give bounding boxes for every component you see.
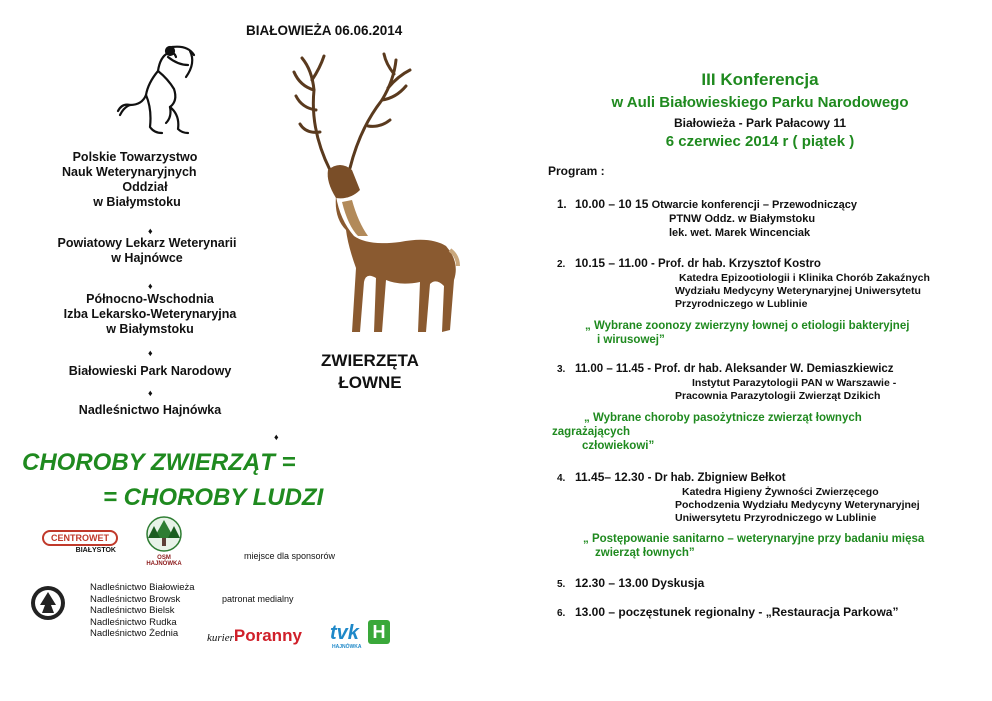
organizer-ptnw [40,150,230,210]
item-text: Otwarcie konferencji – Przewodniczący [651,199,858,211]
item-detail: PTNW Oddz. w Białymstoku [669,213,816,225]
org-line: w Białymstoku [106,322,194,336]
conference-address: Białowieża - Park Pałacowy 11 [673,116,847,130]
item-detail: Pochodzenia Wydziału Medycyny Weterynaryjnej [675,499,920,511]
lasy-panstwowe-logo [30,585,66,621]
item-text: Dyskusja [651,576,705,590]
slogan-line-2: = CHOROBY LUDZI [103,484,324,511]
conference-date: 6 czerwiec 2014 r ( piątek ) [665,133,855,150]
item-time: 10.15 – 11.00 [575,256,648,270]
org-line: Powiatowy Lekarz Weterynarii [57,236,237,250]
item-detail: lek. wet. Marek Wincenciak [669,227,811,239]
program-item-3 [557,362,977,403]
item-time: 11.00 – 11.45 [575,363,645,375]
program-item-5 [557,576,977,592]
item-detail: Wydziału Medycyny Weterynaryjnej Uniwersytetu [675,285,921,297]
sponsors-label: miejsce dla sponsorów [244,551,336,561]
topic-line: zagrażających [552,426,630,438]
forest-item: Nadleśnictwo Bielsk [90,605,175,616]
slogan-line-1: CHOROBY ZWIERZĄT = [22,449,296,476]
item-text: - Dr hab. Zbigniew Bełkot [647,472,786,484]
item-detail: Przyrodniczego w Lublinie [675,298,808,310]
item-time: 11.45– 12.30 [575,470,645,484]
item-detail: Uniwersytetu Przyrodniczego w Lublinie [675,512,877,524]
program-item-1 [557,197,977,240]
item-detail: Instytut Parazytologii PAN w Warszawie - [692,377,897,389]
diamond-icon: ♦ [148,388,153,398]
tree-icon [140,516,188,552]
centrowet-text: CENTROWET [42,530,118,546]
diamond-icon: ♦ [148,348,153,358]
tvk-sub: HAJNÓWKA [332,644,362,650]
kurier-poranny-logo [207,626,302,646]
media-label: patronat medialny [222,594,294,604]
item-number: 2. [557,259,566,270]
program-topic-3 [552,411,952,453]
tvk-text: tvk [330,622,359,644]
theme-line: ŁOWNE [338,373,402,392]
diamond-icon: ♦ [274,432,279,442]
organizer-izba [40,292,260,337]
theme-title [300,350,440,394]
item-time: 12.30 – 13.00 [575,576,649,590]
conference-venue: w Auli Białowieskiego Parku Narodowego [611,94,909,111]
forest-item: Nadleśnictwo Żednia [90,628,179,639]
item-number: 6. [557,608,566,619]
diamond-icon: ♦ [148,226,153,236]
header-date: BIAŁOWIEŻA 06.06.2014 [246,23,403,38]
program-item-4 [557,470,977,525]
osm-text: OSM HAJNÓWKA [146,555,182,567]
organizer-bpn: Białowieski Park Narodowy [68,364,232,378]
organizer-nadlesnictwo: Nadleśnictwo Hajnówka [78,403,222,417]
centrowet-sub: BIAŁYSTOK [75,547,116,554]
centrowet-logo [42,530,120,556]
program-topic-2 [585,319,975,347]
poranny-text: Poranny [233,626,302,645]
program-topic-4 [583,532,978,560]
item-number: 1. [557,199,567,211]
forest-item: Nadleśnictwo Browsk [90,593,181,605]
program-label: Program : [548,164,605,178]
org-line: Nauk Weterynaryjnych [62,165,197,179]
organizer-plw [42,236,252,266]
topic-line: człowiekowi” [582,440,655,452]
item-detail: Katedra Higieny Żywności Zwierzęcego [682,486,879,498]
org-line: Oddział [122,180,168,194]
item-text: 13.00 – poczęstunek regionalny - „Restauracja Parkowa” [575,605,899,619]
item-number: 3. [557,364,566,375]
topic-line: „ Wybrane choroby pasożytnicze zwierząt łownych [584,412,862,424]
item-text: - Prof. dr hab. Aleksander W. Demiaszkiewicz [647,363,894,375]
conference-title: III Konferencja [701,70,819,89]
item-time: 10.00 – 10 15 [575,197,649,211]
centaur-logo [110,43,210,138]
item-text: - Prof. dr hab. Krzysztof Kostro [650,258,821,270]
program-item-6 [557,605,977,621]
program-item-2 [557,256,977,311]
org-line: w Hajnówce [111,251,183,265]
deer-illustration [290,50,470,350]
org-line: Północno-Wschodnia [86,292,214,306]
forest-item: Nadleśnictwo Rudka [90,616,177,628]
theme-line: ZWIERZĘTA [321,351,419,370]
topic-line: „ Wybrane zoonozy zwierzyny łownej o etiologii bakteryjnej [585,320,910,332]
item-detail: Pracownia Parazytologii Zwierząt Dzikich [675,390,881,402]
topic-line: i wirusowej” [597,334,665,346]
item-number: 5. [557,579,566,590]
forest-list [90,582,195,640]
item-number: 4. [557,473,566,484]
forest-item: Nadleśnictwo Białowieża [90,582,195,593]
item-detail: Katedra Epizootiologii i Klinika Chorób Zakaźnych [679,272,930,284]
tvk-h-badge: H [368,620,390,644]
osm-logo [140,516,188,567]
org-line: Izba Lekarsko-Weterynaryjna [63,307,237,321]
org-line: w Białymstoku [93,195,181,209]
org-line: Polskie Towarzystwo [72,150,198,164]
diamond-icon: ♦ [148,281,153,291]
tvk-logo [330,620,392,652]
kurier-text: kurier [207,632,234,644]
topic-line: zwierząt łownych” [595,547,695,559]
topic-line: „ Postępowanie sanitarno – weterynaryjne przy badaniu mięsa [583,533,925,545]
